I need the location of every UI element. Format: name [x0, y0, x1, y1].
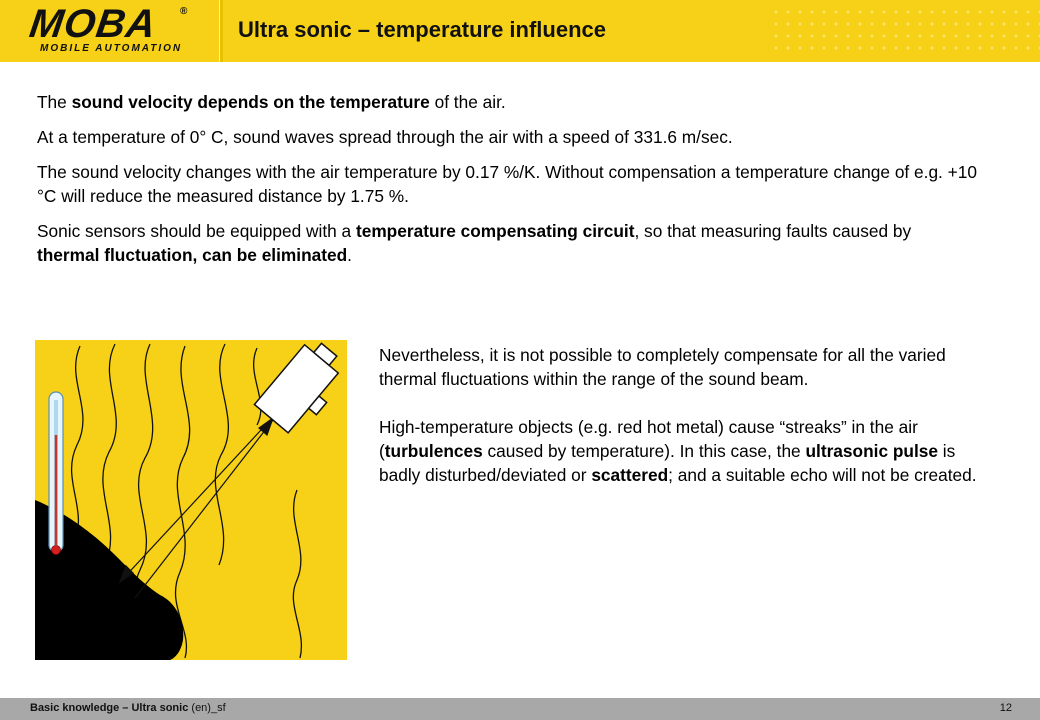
- illustration-svg: [35, 340, 347, 660]
- footer-bar: [0, 698, 1040, 720]
- paragraph-compensation-limit: Nevertheless, it is not possible to completely compensate for all the varied thermal fluctuations within the range of the sound beam.: [379, 345, 946, 389]
- page-number: 12: [999, 702, 1012, 714]
- temperature-illustration: [35, 340, 347, 660]
- text-fragment: .: [347, 245, 352, 265]
- main-text: [37, 90, 977, 278]
- logo-registered-mark: ®: [180, 6, 188, 17]
- sound-beam-arrows: [120, 418, 273, 598]
- text-fragment: is badly disturbed/deviated or: [379, 441, 956, 485]
- text-fragment: High-temperature objects (e.g. red hot metal) cause “streaks” in the air (: [379, 417, 918, 461]
- bold-fragment: sound velocity depends on the temperature: [71, 92, 430, 112]
- footer-document-title: [30, 702, 226, 714]
- text-fragment: ; and a suitable echo will not be created.: [668, 465, 977, 485]
- paragraph-sound-velocity: [37, 90, 977, 114]
- paragraph-compensation: [37, 219, 977, 267]
- text-fragment: of the air.: [429, 92, 506, 112]
- paragraph-streaks: [379, 415, 979, 487]
- bold-fragment: ultrasonic pulse: [805, 441, 938, 461]
- header-dot-pattern: [770, 6, 1040, 56]
- footer-title-suffix: (en)_sf: [188, 702, 226, 714]
- footer-title-bold: Basic knowledge – Ultra sonic: [30, 702, 189, 714]
- moba-logo: [0, 0, 220, 62]
- thermometer-icon: [49, 392, 63, 555]
- bold-fragment: turbulences: [384, 441, 483, 461]
- text-fragment: The: [37, 92, 72, 112]
- header-bar: [0, 0, 1040, 62]
- text-fragment: caused by temperature). In this case, the: [482, 441, 806, 461]
- header-divider: [219, 0, 223, 62]
- page-title: Ultra sonic – temperature influence: [238, 17, 606, 42]
- text-fragment: Sonic sensors should be equipped with a: [37, 221, 356, 241]
- paragraph-velocity-change: The sound velocity changes with the air temperature by 0.17 %/K. Without compensation a temperature change of e.g. +10 °C will reduce the measured distance by 1.75 %.: [37, 162, 977, 206]
- bold-fragment: thermal fluctuation, can be eliminated: [37, 245, 348, 265]
- paragraph-speed: At a temperature of 0° C, sound waves spread through the air with a speed of 331.6 m/sec.: [37, 127, 733, 147]
- text-fragment: , so that measuring faults caused by: [634, 221, 912, 241]
- logo-subtext: MOBILE AUTOMATION: [40, 43, 183, 54]
- bold-fragment: scattered: [591, 465, 669, 485]
- logo-text: MOBA: [26, 2, 160, 46]
- bold-fragment: temperature compensating circuit: [355, 221, 635, 241]
- side-text: [379, 343, 979, 511]
